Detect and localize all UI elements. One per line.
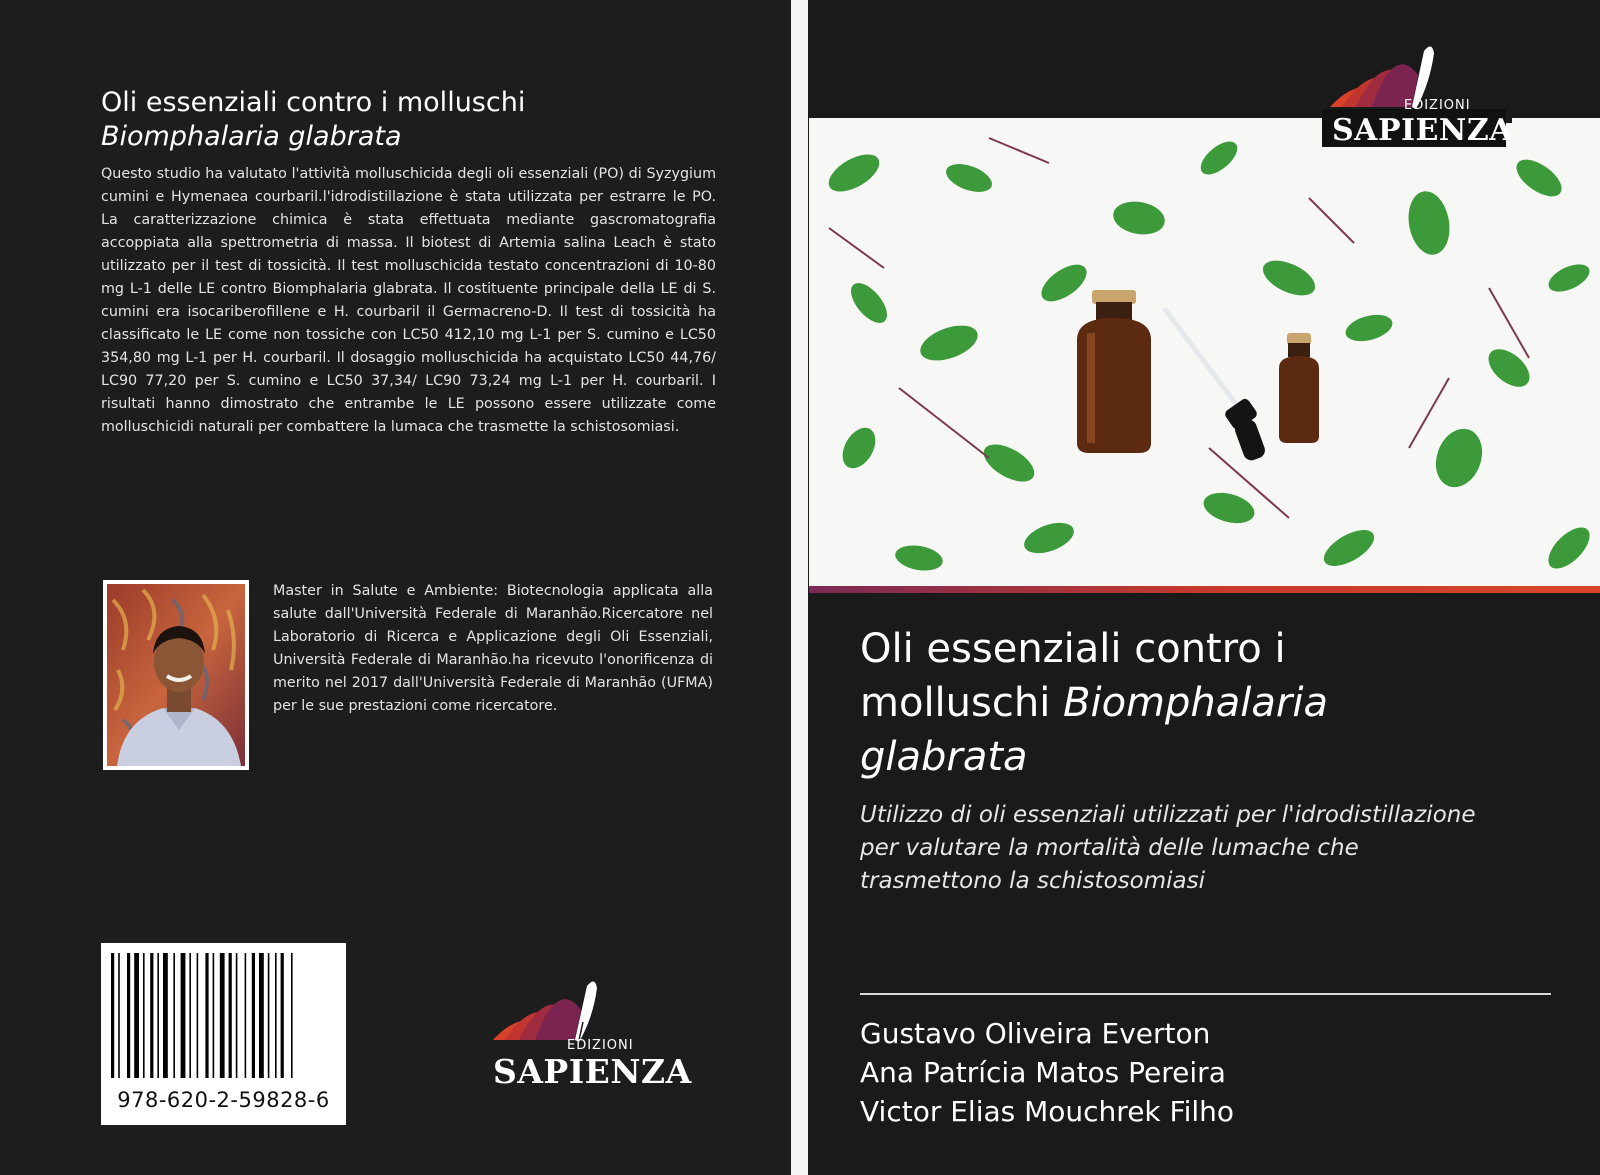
author-photo — [103, 580, 249, 770]
publisher-logo-front — [1322, 43, 1512, 153]
author-name: Victor Elias Mouchrek Filho — [860, 1095, 1235, 1128]
author-name: Ana Patrícia Matos Pereira — [860, 1056, 1226, 1089]
barcode-bar — [118, 953, 120, 1078]
back-title-species: Biomphalaria glabrata — [101, 121, 402, 152]
author-name: Gustavo Oliveira Everton — [860, 1017, 1211, 1050]
back-cover-title — [101, 86, 721, 154]
front-cover-title — [860, 622, 1560, 784]
barcode-bar — [127, 953, 130, 1078]
publisher-name-back: SAPIENZA — [493, 1052, 692, 1091]
barcode-bar — [181, 953, 186, 1078]
barcode-bar — [150, 953, 153, 1078]
front-title-word: molluschi — [860, 680, 1064, 726]
barcode-bar — [163, 953, 168, 1078]
publisher-name-front: SAPIENZA — [1332, 113, 1513, 148]
barcode-bar — [291, 953, 293, 1078]
barcode-bar — [197, 953, 199, 1078]
barcode-bar — [111, 953, 114, 1078]
publisher-edizioni-label: EDIZIONI — [567, 1038, 634, 1053]
barcode-bar — [157, 953, 159, 1078]
front-title-species: glabrata — [860, 734, 1028, 780]
barcode-bar — [252, 953, 255, 1078]
barcode-bar — [143, 953, 145, 1078]
barcode-bar — [259, 953, 264, 1078]
barcode-bar — [173, 953, 175, 1078]
barcode-bar — [236, 953, 238, 1078]
publisher-logo-back — [483, 978, 692, 1091]
publisher-edizioni-label-front: EDIZIONI — [1404, 98, 1471, 113]
isbn-number: 978-620-2-59828-6 — [117, 1088, 330, 1112]
cover-accent-stripe — [809, 586, 1600, 593]
barcode-bar — [189, 953, 191, 1078]
author-portrait-image — [103, 580, 249, 770]
isbn-barcode — [101, 943, 346, 1125]
spine — [791, 0, 808, 1175]
book-abstract: Questo studio ha valutato l'attività molluschicida degli oli essenziali (PO) di Syzygium cumini e Hymenaea courbaril.l'idrodistillazione è stata utilizzata per estrarre le PO. La caratterizzazione chimica è stata effettuata mediante gascromatografia accoppiata alla spettrometria di massa. Il biotest di Artemia salina Leach è stato utilizzato per il test di tossicità. Il test molluschicida testato concentrazioni di 10-80 mg L-1 delle LE contro Biomphalaria glabrata. Il costituente principale della LE di S. cumini era isocariberofillene e H. courbaril il Germacreno-D. Il test di tossicità ha classificato le LE come non tossiche con LC50 412,10 mg L-1 per S. cumino e LC50 354,80 mg L-1 per H. courbaril. Il dosaggio molluschicida ha acquistato LC50 44,76/ LC90 77,20 per S. cumino e LC50 37,34/ LC90 73,24 mg L-1 per H. courbaril. I risultati hanno dimostrato che entrambe le LE possono essere utilizzate come molluschicidi naturali per combattere la lumaca che trasmette la schistosomiasi. — [101, 166, 716, 435]
front-cover-subtitle: Utilizzo di oli essenziali utilizzati per l'idrodistillazione per valutare la mortalità delle lumache che trasmettono la schistosomiasi — [860, 802, 1476, 894]
barcode-bar — [245, 953, 247, 1078]
barcode-bar — [205, 953, 208, 1078]
author-list — [860, 1014, 1560, 1131]
barcode-bar — [268, 953, 270, 1078]
back-cover — [0, 0, 791, 1175]
barcode-bars — [101, 943, 346, 1083]
barcode-bar — [134, 953, 139, 1078]
front-title-line2 — [860, 676, 1560, 730]
barcode-bar — [281, 953, 284, 1078]
barcode-bar — [213, 953, 215, 1078]
front-title-genus: Biomphalaria — [1063, 680, 1328, 726]
cover-illustration — [809, 118, 1600, 586]
front-title-line1: Oli essenziali contro i — [860, 626, 1286, 672]
title-divider — [860, 993, 1551, 995]
barcode-bar — [220, 953, 225, 1078]
barcode-bar — [229, 953, 232, 1078]
back-title-line1: Oli essenziali contro i molluschi — [101, 87, 526, 118]
essential-oil-bottles-image — [809, 118, 1600, 586]
barcode-bar — [275, 953, 277, 1078]
author-bio: Master in Salute e Ambiente: Biotecnologia applicata alla salute dall'Università Federale di Maranhão.Ricercatore nel Laboratorio di Ricerca e Applicazione degli Oli Essenziali, Università Federale di Maranhão.ha ricevuto l'onorificenza di merito nel 2017 dall'Università Federale di Maranhão (UFMA) per le sue prestazioni come ricercatore. — [273, 583, 713, 714]
